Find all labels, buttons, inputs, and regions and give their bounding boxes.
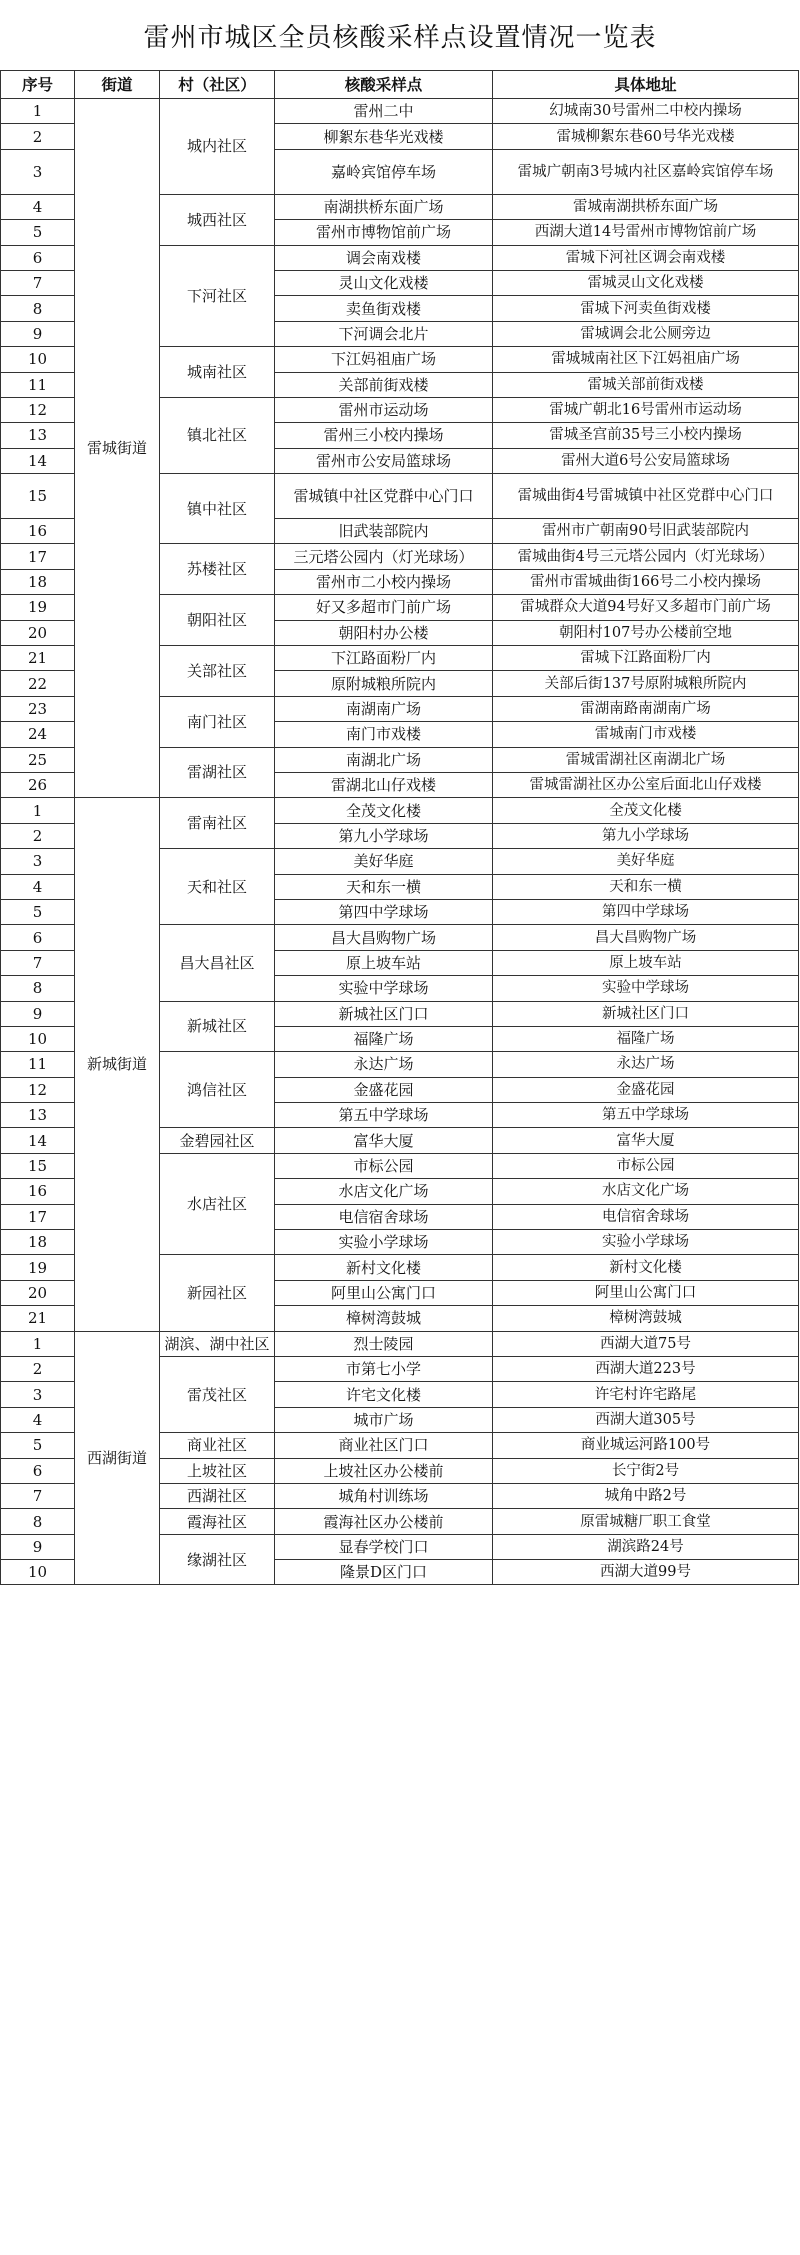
sampling-site-cell: 水店文化广场	[275, 1179, 493, 1204]
sampling-site-cell: 隆景D区门口	[275, 1560, 493, 1585]
sampling-site-cell: 第四中学球场	[275, 899, 493, 924]
community-cell: 雷茂社区	[160, 1356, 275, 1432]
header-cell-street: 街道	[75, 71, 160, 99]
header-cell-no: 序号	[1, 71, 75, 99]
sampling-site-cell: 南湖拱桥东面广场	[275, 194, 493, 219]
header-cell-site: 核酸采样点	[275, 71, 493, 99]
sampling-site-cell: 旧武装部院内	[275, 519, 493, 544]
community-cell: 城南社区	[160, 347, 275, 398]
address-cell: 雷城南门市戏楼	[493, 722, 799, 747]
sampling-site-cell: 朝阳村办公楼	[275, 620, 493, 645]
row-number-cell: 9	[1, 321, 75, 346]
row-number-cell: 3	[1, 1382, 75, 1407]
row-number-cell: 19	[1, 595, 75, 620]
row-number-cell: 17	[1, 544, 75, 569]
sampling-site-cell: 南湖北广场	[275, 747, 493, 772]
row-number-cell: 20	[1, 620, 75, 645]
address-cell: 天和东一横	[493, 874, 799, 899]
table-row	[1, 99, 799, 124]
sampling-site-cell: 雷州市二小校内操场	[275, 569, 493, 594]
row-number-cell: 3	[1, 849, 75, 874]
sampling-site-cell: 上坡社区办公楼前	[275, 1458, 493, 1483]
address-cell: 雷城灵山文化戏楼	[493, 270, 799, 295]
street-cell: 西湖街道	[75, 1331, 160, 1585]
community-cell: 新城社区	[160, 1001, 275, 1052]
row-number-cell: 25	[1, 747, 75, 772]
sampling-site-cell: 关部前街戏楼	[275, 372, 493, 397]
sampling-site-cell: 调会南戏楼	[275, 245, 493, 270]
sampling-site-cell: 阿里山公寓门口	[275, 1280, 493, 1305]
row-number-cell: 10	[1, 1560, 75, 1585]
row-number-cell: 18	[1, 1230, 75, 1255]
address-cell: 雷城雷湖社区办公室后面北山仔戏楼	[493, 772, 799, 797]
address-cell: 樟树湾鼓城	[493, 1306, 799, 1331]
street-cell: 雷城街道	[75, 99, 160, 798]
row-number-cell: 2	[1, 1356, 75, 1381]
address-cell: 新村文化楼	[493, 1255, 799, 1280]
row-number-cell: 26	[1, 772, 75, 797]
row-number-cell: 10	[1, 1026, 75, 1051]
row-number-cell: 22	[1, 671, 75, 696]
address-cell: 市标公园	[493, 1153, 799, 1178]
address-cell: 朝阳村107号办公楼前空地	[493, 620, 799, 645]
row-number-cell: 5	[1, 899, 75, 924]
sampling-site-cell: 实验小学球场	[275, 1230, 493, 1255]
address-cell: 许宅村许宅路尾	[493, 1382, 799, 1407]
address-cell: 全茂文化楼	[493, 798, 799, 823]
sampling-site-cell: 樟树湾鼓城	[275, 1306, 493, 1331]
sampling-site-cell: 柳絮东巷华光戏楼	[275, 124, 493, 149]
community-cell: 金碧园社区	[160, 1128, 275, 1153]
community-cell: 城西社区	[160, 194, 275, 245]
row-number-cell: 2	[1, 823, 75, 848]
sampling-site-cell: 永达广场	[275, 1052, 493, 1077]
sampling-site-cell: 新城社区门口	[275, 1001, 493, 1026]
address-cell: 雷城广朝北16号雷州市运动场	[493, 397, 799, 422]
sampling-site-cell: 南门市戏楼	[275, 722, 493, 747]
sampling-site-cell: 雷州市公安局篮球场	[275, 448, 493, 473]
street-cell: 新城街道	[75, 798, 160, 1331]
sampling-site-cell: 下江路面粉厂内	[275, 646, 493, 671]
sampling-site-cell: 灵山文化戏楼	[275, 270, 493, 295]
row-number-cell: 4	[1, 1407, 75, 1432]
table-row	[1, 1331, 799, 1356]
community-cell: 鸿信社区	[160, 1052, 275, 1128]
address-cell: 美好华庭	[493, 849, 799, 874]
row-number-cell: 10	[1, 347, 75, 372]
address-cell: 雷州市广朝南90号旧武装部院内	[493, 519, 799, 544]
address-cell: 雷城圣宫前35号三小校内操场	[493, 423, 799, 448]
community-cell: 镇中社区	[160, 474, 275, 544]
address-cell: 雷城广朝南3号城内社区嘉岭宾馆停车场	[493, 149, 799, 194]
address-cell: 阿里山公寓门口	[493, 1280, 799, 1305]
row-number-cell: 5	[1, 220, 75, 245]
address-cell: 永达广场	[493, 1052, 799, 1077]
header-cell-address: 具体地址	[493, 71, 799, 99]
address-cell: 雷城曲街4号三元塔公园内（灯光球场）	[493, 544, 799, 569]
sampling-site-cell: 第九小学球场	[275, 823, 493, 848]
address-cell: 西湖大道99号	[493, 1560, 799, 1585]
row-number-cell: 4	[1, 194, 75, 219]
address-cell: 福隆广场	[493, 1026, 799, 1051]
header-cell-community: 村（社区）	[160, 71, 275, 99]
row-number-cell: 16	[1, 519, 75, 544]
table-row	[1, 798, 799, 823]
community-cell: 朝阳社区	[160, 595, 275, 646]
row-number-cell: 15	[1, 474, 75, 519]
row-number-cell: 1	[1, 798, 75, 823]
community-cell: 新园社区	[160, 1255, 275, 1331]
community-cell: 关部社区	[160, 646, 275, 697]
row-number-cell: 11	[1, 372, 75, 397]
sampling-site-cell: 全茂文化楼	[275, 798, 493, 823]
row-number-cell: 8	[1, 296, 75, 321]
sampling-site-cell: 天和东一横	[275, 874, 493, 899]
row-number-cell: 20	[1, 1280, 75, 1305]
community-cell: 缘湖社区	[160, 1534, 275, 1585]
table-body	[1, 99, 799, 1585]
address-cell: 商业城运河路100号	[493, 1433, 799, 1458]
sampling-site-cell: 雷州市运动场	[275, 397, 493, 422]
row-number-cell: 23	[1, 696, 75, 721]
sampling-site-cell: 下江妈祖庙广场	[275, 347, 493, 372]
address-cell: 原上坡车站	[493, 950, 799, 975]
address-cell: 雷州市雷城曲街166号二小校内操场	[493, 569, 799, 594]
community-cell: 霞海社区	[160, 1509, 275, 1534]
sampling-site-cell: 富华大厦	[275, 1128, 493, 1153]
sampling-site-cell: 显春学校门口	[275, 1534, 493, 1559]
community-cell: 湖滨、湖中社区	[160, 1331, 275, 1356]
row-number-cell: 16	[1, 1179, 75, 1204]
sampling-site-cell: 雷州三小校内操场	[275, 423, 493, 448]
address-cell: 雷城下河卖鱼街戏楼	[493, 296, 799, 321]
community-cell: 下河社区	[160, 245, 275, 347]
sampling-site-cell: 城市广场	[275, 1407, 493, 1432]
sampling-site-cell: 市标公园	[275, 1153, 493, 1178]
row-number-cell: 6	[1, 245, 75, 270]
row-number-cell: 13	[1, 1103, 75, 1128]
sampling-site-cell: 三元塔公园内（灯光球场）	[275, 544, 493, 569]
address-cell: 雷城下河社区调会南戏楼	[493, 245, 799, 270]
sampling-site-cell: 电信宿舍球场	[275, 1204, 493, 1229]
community-cell: 昌大昌社区	[160, 925, 275, 1001]
sampling-site-cell: 南湖南广场	[275, 696, 493, 721]
community-cell: 雷湖社区	[160, 747, 275, 798]
address-cell: 水店文化广场	[493, 1179, 799, 1204]
community-cell: 雷南社区	[160, 798, 275, 849]
address-cell: 湖滨路24号	[493, 1534, 799, 1559]
row-number-cell: 21	[1, 646, 75, 671]
document-title: 雷州市城区全员核酸采样点设置情况一览表	[143, 22, 657, 53]
address-cell: 幻城南30号雷州二中校内操场	[493, 99, 799, 124]
row-number-cell: 6	[1, 925, 75, 950]
row-number-cell: 24	[1, 722, 75, 747]
address-cell: 第四中学球场	[493, 899, 799, 924]
header-row	[1, 71, 799, 99]
row-number-cell: 3	[1, 149, 75, 194]
address-cell: 实验小学球场	[493, 1230, 799, 1255]
address-cell: 城角中路2号	[493, 1483, 799, 1508]
row-number-cell: 14	[1, 448, 75, 473]
sampling-site-cell: 城角村训练场	[275, 1483, 493, 1508]
row-number-cell: 2	[1, 124, 75, 149]
address-cell: 第五中学球场	[493, 1103, 799, 1128]
row-number-cell: 4	[1, 874, 75, 899]
community-cell: 西湖社区	[160, 1483, 275, 1508]
sampling-site-cell: 第五中学球场	[275, 1103, 493, 1128]
row-number-cell: 21	[1, 1306, 75, 1331]
address-cell: 富华大厦	[493, 1128, 799, 1153]
row-number-cell: 9	[1, 1534, 75, 1559]
row-number-cell: 17	[1, 1204, 75, 1229]
sampling-site-cell: 美好华庭	[275, 849, 493, 874]
address-cell: 电信宿舍球场	[493, 1204, 799, 1229]
row-number-cell: 19	[1, 1255, 75, 1280]
row-number-cell: 7	[1, 950, 75, 975]
community-cell: 天和社区	[160, 849, 275, 925]
address-cell: 实验中学球场	[493, 976, 799, 1001]
sampling-site-cell: 烈士陵园	[275, 1331, 493, 1356]
sampling-site-cell: 嘉岭宾馆停车场	[275, 149, 493, 194]
address-cell: 雷城柳絮东巷60号华光戏楼	[493, 124, 799, 149]
sampling-sites-table	[0, 70, 799, 1585]
row-number-cell: 9	[1, 1001, 75, 1026]
sampling-site-cell: 实验中学球场	[275, 976, 493, 1001]
community-cell: 南门社区	[160, 696, 275, 747]
address-cell: 雷城调会北公厕旁边	[493, 321, 799, 346]
sampling-site-cell: 雷州市博物馆前广场	[275, 220, 493, 245]
sampling-site-cell: 新村文化楼	[275, 1255, 493, 1280]
address-cell: 雷州大道6号公安局篮球场	[493, 448, 799, 473]
address-cell: 关部后街137号原附城粮所院内	[493, 671, 799, 696]
row-number-cell: 7	[1, 270, 75, 295]
address-cell: 雷城南湖拱桥东面广场	[493, 194, 799, 219]
address-cell: 西湖大道14号雷州市博物馆前广场	[493, 220, 799, 245]
sampling-site-cell: 下河调会北片	[275, 321, 493, 346]
community-cell: 城内社区	[160, 99, 275, 195]
row-number-cell: 15	[1, 1153, 75, 1178]
address-cell: 西湖大道75号	[493, 1331, 799, 1356]
sampling-site-cell: 福隆广场	[275, 1026, 493, 1051]
row-number-cell: 11	[1, 1052, 75, 1077]
community-cell: 镇北社区	[160, 397, 275, 473]
address-cell: 雷城群众大道94号好又多超市门前广场	[493, 595, 799, 620]
address-cell: 第九小学球场	[493, 823, 799, 848]
address-cell: 原雷城糖厂职工食堂	[493, 1509, 799, 1534]
sampling-site-cell: 市第七小学	[275, 1356, 493, 1381]
sampling-site-cell: 许宅文化楼	[275, 1382, 493, 1407]
sampling-site-cell: 雷湖北山仔戏楼	[275, 772, 493, 797]
row-number-cell: 8	[1, 1509, 75, 1534]
sampling-site-cell: 好又多超市门前广场	[275, 595, 493, 620]
sampling-site-cell: 卖鱼街戏楼	[275, 296, 493, 321]
row-number-cell: 7	[1, 1483, 75, 1508]
row-number-cell: 6	[1, 1458, 75, 1483]
address-cell: 金盛花园	[493, 1077, 799, 1102]
sampling-site-cell: 昌大昌购物广场	[275, 925, 493, 950]
community-cell: 商业社区	[160, 1433, 275, 1458]
address-cell: 西湖大道305号	[493, 1407, 799, 1432]
address-cell: 雷城曲街4号雷城镇中社区党群中心门口	[493, 474, 799, 519]
row-number-cell: 1	[1, 99, 75, 124]
community-cell: 苏楼社区	[160, 544, 275, 595]
row-number-cell: 5	[1, 1433, 75, 1458]
community-cell: 上坡社区	[160, 1458, 275, 1483]
row-number-cell: 12	[1, 397, 75, 422]
row-number-cell: 1	[1, 1331, 75, 1356]
address-cell: 昌大昌购物广场	[493, 925, 799, 950]
row-number-cell: 18	[1, 569, 75, 594]
address-cell: 长宁街2号	[493, 1458, 799, 1483]
community-cell: 水店社区	[160, 1153, 275, 1255]
row-number-cell: 14	[1, 1128, 75, 1153]
sampling-site-cell: 金盛花园	[275, 1077, 493, 1102]
sampling-site-cell: 原上坡车站	[275, 950, 493, 975]
address-cell: 雷城雷湖社区南湖北广场	[493, 747, 799, 772]
row-number-cell: 8	[1, 976, 75, 1001]
address-cell: 雷城城南社区下江妈祖庙广场	[493, 347, 799, 372]
address-cell: 雷城下江路面粉厂内	[493, 646, 799, 671]
address-cell: 西湖大道223号	[493, 1356, 799, 1381]
sampling-site-cell: 雷城镇中社区党群中心门口	[275, 474, 493, 519]
address-cell: 雷湖南路南湖南广场	[493, 696, 799, 721]
address-cell: 雷城关部前街戏楼	[493, 372, 799, 397]
address-cell: 新城社区门口	[493, 1001, 799, 1026]
sampling-site-cell: 雷州二中	[275, 99, 493, 124]
sampling-site-cell: 商业社区门口	[275, 1433, 493, 1458]
sampling-site-cell: 原附城粮所院内	[275, 671, 493, 696]
sampling-site-cell: 霞海社区办公楼前	[275, 1509, 493, 1534]
row-number-cell: 12	[1, 1077, 75, 1102]
row-number-cell: 13	[1, 423, 75, 448]
